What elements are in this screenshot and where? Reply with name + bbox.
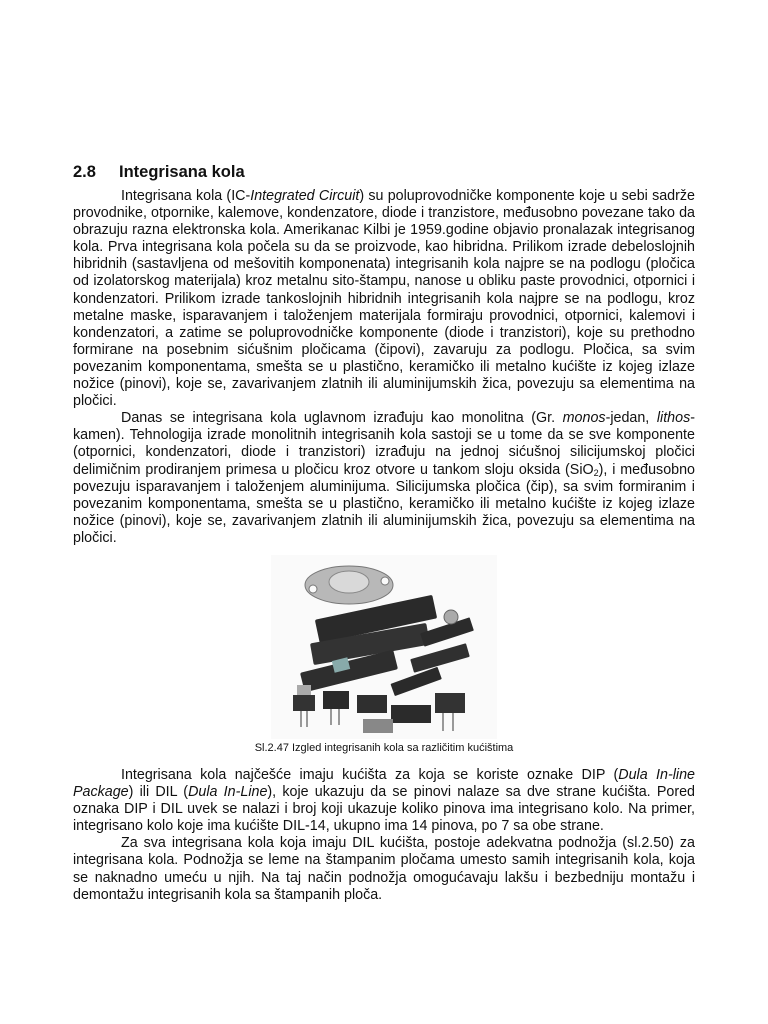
p2-italic-monos: monos — [562, 410, 606, 427]
paragraph-2 — [73, 410, 695, 547]
p2-italic-lithos: lithos — [656, 410, 691, 427]
figure-caption: Sl.2.47 Izgled integrisanih kola sa različitim kućištima — [254, 741, 514, 754]
paragraph-4 — [73, 835, 695, 903]
section-title: Integrisana kola — [119, 163, 245, 181]
power-package-icon — [293, 685, 465, 733]
ic-packages-image — [271, 555, 497, 739]
document-page — [73, 162, 695, 904]
p2-text-b: -jedan, — [605, 410, 657, 427]
p1-text-b: ) su poluprovodničke komponente koje u sebi sadrže provodnike, otpornike, kalemove, kondenzatore, diode i tranzistore, međusobno povezane tako da obrazuju razna elektronska kola. Amerikanac Kilbi je 1959.godine objavio pronalazak integrisanog kola. Prva integrisana kola počela su da se proizvode, kao hibridna. Prilikom izrade debeloslojnih hibridnih (sastavljena od mešovitih komponenata) integrisanih kola najpre se na podlogu (pločica od izolatorskog materijala) kroz metalnu sito-štampu, nanose u obliku paste provodnici, otpornici i kondenzatori. Prilikom izrade tankoslojnih hibridnih integrisanih kola najpre se na podlogu, kroz metalne maske, isparavanjem i taloženjem materijala formiraju provodnici, otpornici, kalemovi i kondenzatori, a zatime se poluprovodničke komponente (diode i tranzistori), koje su prethodno formirane na posebnim sićušnim pločicama (čipovi), zavaruju za podlogu. Pločica, sa svim povezanim komponentama, smešta se u plastično, keramičko ili metalno kućište iz kojeg izlaze nožice (pinovi), koje se, zavarivanjem zlatnih ili aluminijumskih žica, povezuju sa elementima na pločici. — [73, 188, 695, 410]
p1-italic-term: Integrated Circuit — [250, 188, 360, 204]
paragraph-1 — [73, 188, 695, 410]
p3-italic-dip: Dula In-line Package — [73, 766, 695, 801]
ic-photo-figure — [271, 555, 497, 739]
section-heading — [73, 162, 695, 182]
p3-italic-dil: Dula In-Line — [188, 784, 268, 801]
section-number: 2.8 — [73, 163, 96, 181]
p2-text-c: -kamen). Tehnologija izrade monolitnih integrisanih kola sastoji se u tome da se sve komponente (otpornici, kondenzatori, diode i tranzistori) izrađuju na jednoj sićušnoj silicijumskoj pločici delimičnim prodiranjem primesa u pločicu kroz otvore u tankom sloju oksida (SiO — [73, 410, 696, 478]
p4-text: Za sva integrisana kola koja imaju DIL kućišta, postoje adekvatna podnožja (sl.2.50) za integrisana kola. Podnožja se leme na štampanim pločama umesto samih integrisanih kola, koja se naknadno umeću u njih. Na taj način podnožja omogućavaju lakšu i bezbedniju montažu i demontažu integrisanih kola sa štampanih ploča. — [73, 835, 695, 903]
p2-subscript: 2 — [593, 467, 599, 478]
p3-text-b: ) ili DIL ( — [128, 784, 189, 801]
to3-package-icon — [305, 566, 393, 604]
p3-text-a: Integrisana kola najčešće imaju kućišta za koja se koriste oznake DIP ( — [121, 766, 619, 783]
p1-text-a: Integrisana kola (IC- — [121, 188, 251, 204]
p3-text-c: ), koje ukazuju da se pinovi nalaze sa dve strane kućišta. Pored oznaka DIP i DIL uvek se nalazi i broj koji ukazuje koliko pinova ima integrisano kolo. Na primer, integrisano kolo koje ima kućište DIL-14, ukupno ima 14 pinova, po 7 sa obe strane. — [73, 784, 695, 835]
p2-text-a: Danas se integrisana kola uglavnom izrađuju kao monolitna (Gr. — [121, 410, 563, 427]
p2-text-d: ), i međusobno povezuju isparavanjem i taloženjem aluminijuma. Silicijumska pločica (čip), sa svim formiranim i povezanim komponentama, smešta se u plastično, keramičko ili metalno kućište iz kojeg izlaze nožice (pinovi), koje se, zavarivanjem zlatnih ili aluminijumskih žica, povezuju sa elementima na pločici. — [73, 461, 695, 546]
paragraph-3 — [73, 767, 695, 835]
